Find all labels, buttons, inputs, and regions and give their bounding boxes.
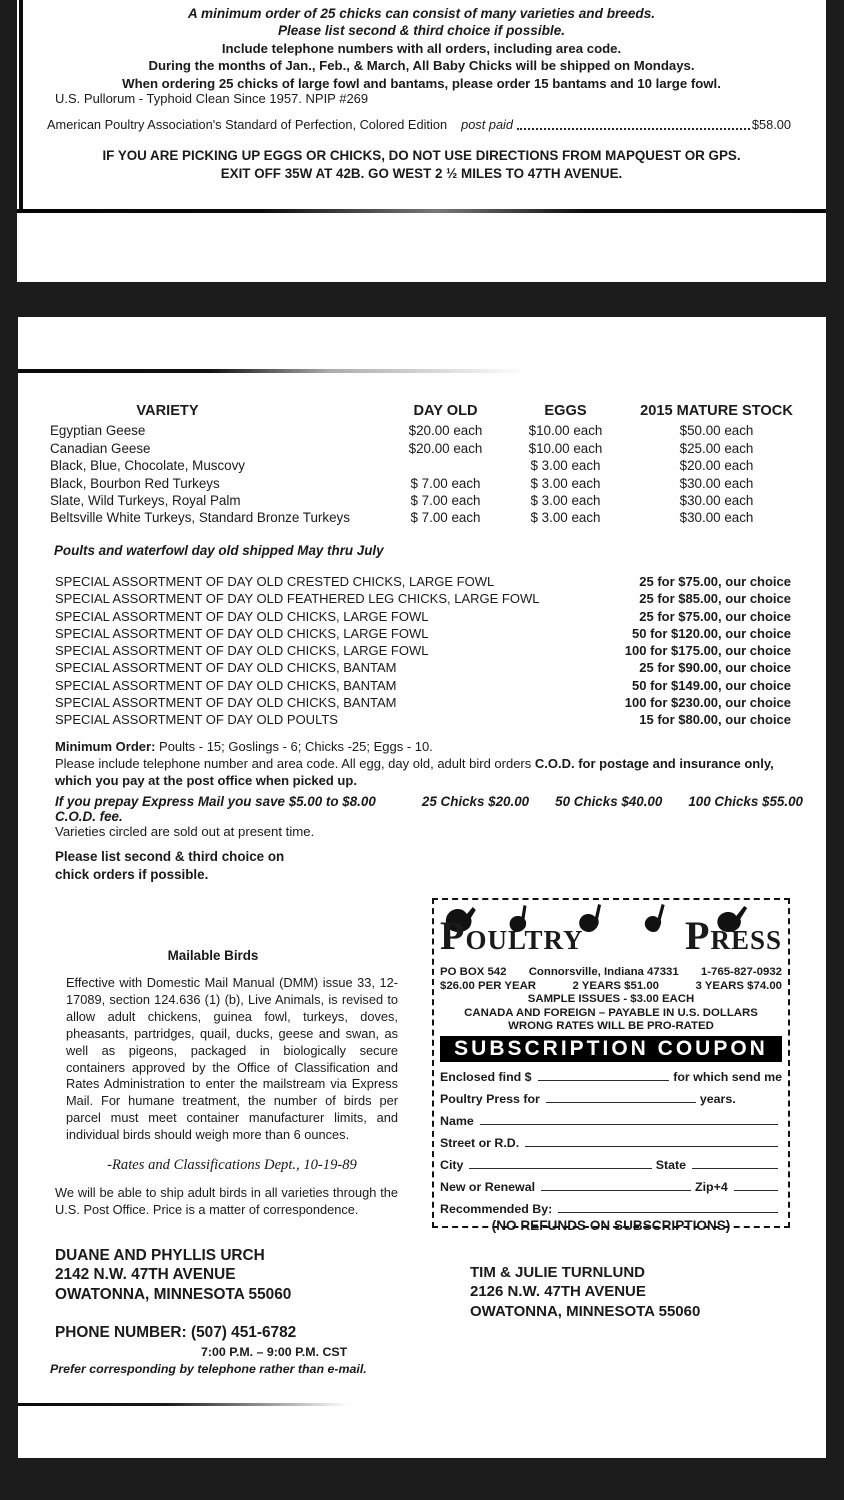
- pickup-directions-warning-line2: EXIT OFF 35W AT 42B. GO WEST 2 ½ MILES TO 47TH AVENUE.: [220, 166, 623, 181]
- variety-cell: Slate, Wild Turkeys, Royal Palm: [50, 493, 241, 509]
- assortment-price: 100 for $175.00, our choice: [624, 643, 791, 659]
- catalog-page-2: [18, 317, 826, 1458]
- mature-price-cell: $30.00 each: [679, 510, 754, 526]
- phone-hours-line: 7:00 P.M. – 9:00 P.M. CST: [201, 1345, 348, 1359]
- subscription-coupon-banner: SUBSCRIPTION COUPON: [440, 1036, 782, 1062]
- eggs-price-cell: $ 3.00 each: [530, 510, 601, 526]
- pullorum-certification-line: U.S. Pullorum - Typhoid Clean Since 1957. NPIP #269: [55, 91, 369, 106]
- dotted-leader: [517, 118, 750, 130]
- notice-line: Please list second & third choice if possible.: [277, 23, 566, 39]
- turnlund-name: TIM & JULIE TURNLUND: [470, 1264, 645, 1281]
- assortment-row: [55, 573, 791, 590]
- urch-street: 2142 N.W. 47TH AVENUE: [55, 1266, 236, 1284]
- standard-of-perfection-price-line: [47, 117, 791, 132]
- cod-line2: [55, 772, 803, 789]
- apa-item-label: American Poultry Association's Standard of Perfection, Colored Edition: [47, 117, 448, 132]
- second-choice-note: [55, 848, 284, 884]
- assortment-price: 15 for $80.00, our choice: [639, 712, 791, 728]
- variety-cell: Canadian Geese: [50, 440, 151, 456]
- minimum-order-paragraph: [55, 738, 803, 790]
- poultry-press-logo: [440, 902, 782, 966]
- logo-initial: P: [440, 913, 466, 958]
- notice-line: During the months of Jan., Feb., & March, All Baby Chicks will be shipped on Mondays.: [148, 58, 695, 74]
- cod-line-pre: Please include telephone number and area code. All egg, day old, adult bird orders: [55, 756, 535, 772]
- column-header-variety: VARIETY: [136, 403, 199, 419]
- eggs-price-cell: $10.00 each: [528, 423, 603, 439]
- renewal-zip-row: [440, 1172, 782, 1194]
- day-old-price-cell: $20.00 each: [408, 440, 483, 456]
- recommended-by-label: Recommended By:: [440, 1201, 553, 1216]
- urch-address-block: [55, 1246, 291, 1304]
- poultry-press-for-label: Poultry Press for: [440, 1091, 540, 1106]
- poults-shipping-note: Poults and waterfowl day old shipped May thru July: [54, 543, 384, 558]
- mailable-birds-paragraph: Effective with Domestic Mail Manual (DMM) issue 33, 12-17089, section 124.636 (1) (b), Live Animals, is revised to allow adult chickens, guinea fowl, turkeys, doves, pheasants, partridges, quail, ducks, geese and swan, as well as pigeons, packaged in biologically secure containers approved by the Office of Classification and Rates Administration to enter the mailstream via Express Mail. For humane treatment, the number of birds per parcel must meet container manufacturer limits, and individual birds should weigh more than 6 ounces.: [66, 975, 398, 1143]
- post-paid-label: post paid: [461, 117, 514, 132]
- subscription-years-row: [440, 1084, 782, 1106]
- column-header-day-old: DAY OLD: [413, 403, 478, 419]
- cod-line: [55, 755, 803, 772]
- zip-label: Zip+4: [695, 1179, 728, 1194]
- variety-cell: Egyptian Geese: [50, 423, 146, 439]
- assortment-row: [55, 642, 791, 659]
- assortment-price: 25 for $90.00, our choice: [639, 660, 791, 676]
- prefer-telephone-note: Prefer corresponding by telephone rather than e-mail.: [50, 1362, 367, 1376]
- street-row: [440, 1128, 782, 1150]
- city-state-zip: Connorsville, Indiana 47331: [528, 966, 679, 978]
- recommended-blank: [558, 1202, 778, 1213]
- assortment-label: SPECIAL ASSORTMENT OF DAY OLD CHICKS, BANTAM: [55, 695, 397, 711]
- eggs-price-cell: $ 3.00 each: [530, 458, 601, 474]
- logo-rest: OULTRY: [465, 925, 584, 955]
- assortment-price: 100 for $230.00, our choice: [624, 695, 791, 711]
- sample-issues-line: SAMPLE ISSUES - $3.00 EACH: [527, 993, 695, 1006]
- notice-line: Include telephone numbers with all orders, including area code.: [221, 40, 622, 56]
- subscription-rates-line: [440, 980, 782, 994]
- wrong-rates-line: WRONG RATES WILL BE PRO-RATED: [508, 1020, 714, 1033]
- enclosed-find-label: Enclosed find $: [440, 1069, 532, 1084]
- name-row: [440, 1106, 782, 1128]
- rate-2-years: 2 YEARS $51.00: [572, 979, 660, 992]
- table-row: [48, 509, 810, 526]
- assortment-label: SPECIAL ASSORTMENT OF DAY OLD CHICKS, LARGE FOWL: [55, 608, 429, 624]
- renewal-blank: [541, 1180, 691, 1191]
- assortment-price: 25 for $85.00, our choice: [639, 591, 791, 607]
- column-header-eggs: EGGS: [544, 403, 587, 419]
- eggs-price-cell: $10.00 each: [528, 440, 603, 456]
- city-label: City: [440, 1157, 464, 1172]
- mailable-birds-title: Mailable Birds: [167, 948, 259, 963]
- po-box: PO BOX 542: [440, 966, 507, 978]
- cod-line2-bold: which you pay at the post office when picked up.: [55, 773, 357, 789]
- table-row: [48, 475, 810, 492]
- apa-item-price: $58.00: [751, 117, 791, 132]
- notice-line: When ordering 25 chicks of large fowl and bantams, please order 15 bantams and 10 large fowl.: [122, 75, 721, 91]
- assortment-label: SPECIAL ASSORTMENT OF DAY OLD CRESTED CHICKS, LARGE FOWL: [55, 574, 495, 589]
- assortment-row: [55, 711, 791, 728]
- assortment-row: [55, 659, 791, 676]
- day-old-price-cell: $ 7.00 each: [410, 475, 481, 491]
- years-blank: [546, 1092, 696, 1103]
- second-choice-line1: Please list second & third choice on: [55, 849, 285, 864]
- assortment-label: SPECIAL ASSORTMENT OF DAY OLD POULTS: [55, 712, 338, 728]
- scan-fold-artifact-top: [18, 369, 523, 373]
- assortment-label: SPECIAL ASSORTMENT OF DAY OLD CHICKS, BANTAM: [55, 677, 397, 693]
- logo-initial: P: [685, 913, 711, 958]
- phone-number-line: PHONE NUMBER: (507) 451-6782: [55, 1324, 297, 1341]
- urch-name: DUANE AND PHYLLIS URCH: [55, 1247, 265, 1264]
- urch-city: OWATONNA, MINNESOTA 55060: [55, 1285, 292, 1303]
- rates-dept-attribution: -Rates and Classifications Dept., 10-19-89: [107, 1157, 357, 1173]
- sold-out-note: Varieties circled are sold out at present time.: [55, 824, 315, 839]
- eggs-price-cell: $ 3.00 each: [530, 475, 601, 491]
- eggs-price-cell: $ 3.00 each: [530, 493, 601, 509]
- assortment-label: SPECIAL ASSORTMENT OF DAY OLD CHICKS, LARGE FOWL: [55, 643, 429, 659]
- express-intro: If you prepay Express Mail you save $5.00 to $8.00 C.O.D. fee.: [55, 794, 376, 824]
- express-price-item: 50 Chicks $40.00: [555, 794, 663, 809]
- mature-price-cell: $25.00 each: [679, 440, 754, 456]
- special-assortments-list: [55, 573, 791, 729]
- assortment-row: [55, 677, 791, 694]
- logo-rest: RESS: [710, 925, 782, 955]
- assortment-label: SPECIAL ASSORTMENT OF DAY OLD FEATHERED LEG CHICKS, LARGE FOWL: [55, 591, 540, 607]
- day-old-price-cell: $20.00 each: [408, 423, 483, 439]
- assortment-label: SPECIAL ASSORTMENT OF DAY OLD CHICKS, BANTAM: [55, 660, 397, 676]
- turnlund-street: 2126 N.W. 47TH AVENUE: [470, 1283, 646, 1301]
- state-blank: [692, 1158, 778, 1169]
- minimum-order-label: Minimum Order:: [55, 739, 156, 754]
- assortment-row: [55, 625, 791, 642]
- state-label: State: [655, 1157, 686, 1172]
- canada-foreign-line: CANADA AND FOREIGN – PAYABLE IN U.S. DOLLARS: [464, 1006, 758, 1019]
- page1-bottom-rule: [17, 209, 826, 213]
- name-label: Name: [440, 1113, 474, 1128]
- table-row: [48, 440, 810, 457]
- assortment-price: 50 for $120.00, our choice: [632, 625, 791, 641]
- mature-price-cell: $20.00 each: [679, 458, 754, 474]
- recommended-by-row: [440, 1194, 782, 1216]
- scan-fold-artifact-bottom: [18, 1403, 348, 1406]
- rate-1-year: $26.00 PER YEAR: [440, 979, 537, 992]
- mature-price-cell: $30.00 each: [679, 475, 754, 491]
- turnlund-address-block: [470, 1263, 700, 1321]
- day-old-price-cell: $ 7.00 each: [410, 510, 481, 526]
- enclosed-amount-row: [440, 1062, 782, 1084]
- minimum-order-line: [55, 738, 803, 755]
- ordering-notice-block: [17, 5, 826, 92]
- assortment-row: [55, 590, 791, 607]
- pickup-directions-warning-line1: IF YOU ARE PICKING UP EGGS OR CHICKS, DO NOT USE DIRECTIONS FROM MAPQUEST OR GPS.: [102, 148, 741, 163]
- years-label: years.: [699, 1091, 736, 1106]
- assortment-price: 50 for $149.00, our choice: [632, 677, 791, 693]
- variety-cell: Beltsville White Turkeys, Standard Bronze Turkeys: [50, 510, 350, 526]
- zip-blank: [734, 1180, 778, 1191]
- no-refunds-note: (NO REFUNDS ON SUBSCRIPTIONS): [491, 1217, 731, 1233]
- table-row: [48, 422, 810, 439]
- express-price-item: 100 Chicks $55.00: [688, 794, 803, 809]
- notice-line: A minimum order of 25 chicks can consist of many varieties and breeds.: [187, 6, 656, 21]
- ship-adult-birds-paragraph: We will be able to ship adult birds in all varieties through the U.S. Post Office. Price is a matter of correspondence.: [55, 1185, 398, 1217]
- assortment-price: 25 for $75.00, our choice: [639, 608, 791, 624]
- street-blank: [525, 1136, 778, 1147]
- turnlund-city: OWATONNA, MINNESOTA 55060: [470, 1302, 701, 1320]
- express-price-item: 25 Chicks $20.00: [421, 794, 530, 809]
- table-row: [48, 492, 810, 509]
- publisher-address-line: [440, 966, 782, 980]
- poultry-press-wordmark: [440, 913, 782, 958]
- cod-line-bold: C.O.D. for postage and insurance only,: [534, 756, 774, 772]
- logo-word-press: [685, 913, 782, 958]
- variety-cell: Black, Bourbon Red Turkeys: [50, 475, 220, 491]
- street-label: Street or R.D.: [440, 1135, 520, 1150]
- day-old-price-cell: $ 7.00 each: [410, 493, 481, 509]
- day-old-price-cell: [383, 457, 508, 474]
- mature-price-cell: $30.00 each: [679, 493, 754, 509]
- table-row: [48, 457, 810, 474]
- assortment-price: 25 for $75.00, our choice: [639, 574, 791, 589]
- price-table-header-row: [48, 403, 810, 420]
- new-or-renewal-label: New or Renewal: [440, 1179, 536, 1194]
- mature-price-cell: $50.00 each: [679, 423, 754, 439]
- catalog-page-1: [17, 0, 826, 282]
- publisher-phone: 1-765-827-0932: [700, 966, 782, 978]
- city-blank: [469, 1158, 651, 1169]
- column-header-mature-stock: 2015 MATURE STOCK: [640, 403, 793, 419]
- express-mail-line: [55, 794, 803, 824]
- city-state-row: [440, 1150, 782, 1172]
- rate-3-years: 3 YEARS $74.00: [695, 979, 782, 992]
- logo-word-poultry: [440, 913, 584, 958]
- assortment-row: [55, 608, 791, 625]
- name-blank: [480, 1114, 778, 1125]
- minimum-order-values: Poults - 15; Goslings - 6; Chicks -25; Eggs - 10.: [155, 739, 433, 754]
- variety-price-table: [48, 403, 810, 527]
- assortment-row: [55, 694, 791, 711]
- poultry-press-subscription-coupon: [432, 898, 790, 1233]
- assortment-label: SPECIAL ASSORTMENT OF DAY OLD CHICKS, LARGE FOWL: [55, 625, 429, 641]
- second-choice-line2: chick orders if possible.: [55, 867, 209, 882]
- variety-cell: Black, Blue, Chocolate, Muscovy: [50, 458, 245, 474]
- for-which-send-me-label: for which send me: [673, 1069, 782, 1084]
- enclosed-amount-blank: [538, 1070, 670, 1081]
